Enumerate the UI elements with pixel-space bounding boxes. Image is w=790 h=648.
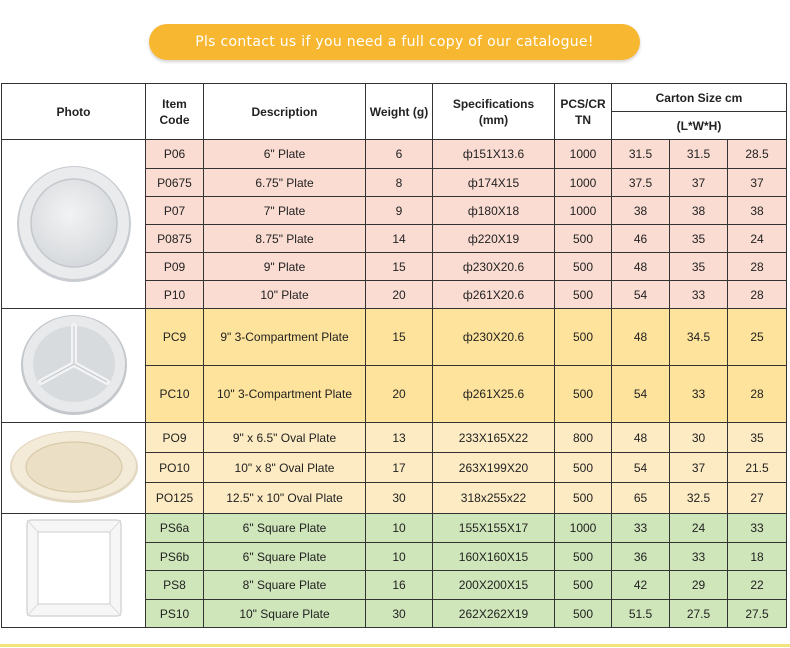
carton-length-cell: 42 xyxy=(612,571,670,600)
pcs-ctn-cell: 1000 xyxy=(555,140,612,169)
item-code-cell: P06 xyxy=(146,140,204,169)
carton-width-cell: 31.5 xyxy=(670,140,728,169)
specification-cell: ф230X20.6 xyxy=(433,253,555,281)
weight-cell: 20 xyxy=(366,281,433,309)
oval-plate-photo xyxy=(2,423,146,514)
description-cell: 6" Square Plate xyxy=(204,543,366,571)
carton-height-cell: 28 xyxy=(728,253,787,281)
carton-width-cell: 33 xyxy=(670,281,728,309)
pcs-ctn-cell: 500 xyxy=(555,543,612,571)
carton-width-cell: 37 xyxy=(670,169,728,197)
weight-cell: 30 xyxy=(366,483,433,514)
header-carton-dimensions: (L*W*H) xyxy=(612,112,787,140)
specification-cell: 155X155X17 xyxy=(433,514,555,543)
weight-cell: 15 xyxy=(366,309,433,366)
carton-width-cell: 33 xyxy=(670,543,728,571)
description-cell: 10" Plate xyxy=(204,281,366,309)
header-item-code: Item Code xyxy=(146,84,204,140)
item-code-cell: P10 xyxy=(146,281,204,309)
item-code-cell: PO10 xyxy=(146,453,204,483)
carton-length-cell: 48 xyxy=(612,309,670,366)
item-code-cell: P0675 xyxy=(146,169,204,197)
bottom-divider xyxy=(0,644,790,647)
pcs-ctn-cell: 500 xyxy=(555,253,612,281)
weight-cell: 20 xyxy=(366,366,433,423)
item-code-cell: PC10 xyxy=(146,366,204,423)
carton-height-cell: 25 xyxy=(728,309,787,366)
pcs-ctn-cell: 500 xyxy=(555,483,612,514)
carton-width-cell: 24 xyxy=(670,514,728,543)
carton-height-cell: 18 xyxy=(728,543,787,571)
item-code-cell: PS8 xyxy=(146,571,204,600)
carton-height-cell: 28.5 xyxy=(728,140,787,169)
pcs-ctn-cell: 1000 xyxy=(555,169,612,197)
specification-cell: ф261X25.6 xyxy=(433,366,555,423)
header-weight: Weight (g) xyxy=(366,84,433,140)
carton-height-cell: 35 xyxy=(728,423,787,453)
weight-cell: 8 xyxy=(366,169,433,197)
specification-cell: 160X160X15 xyxy=(433,543,555,571)
item-code-cell: PS10 xyxy=(146,600,204,628)
product-table xyxy=(1,83,787,628)
specification-cell: 318x255x22 xyxy=(433,483,555,514)
carton-height-cell: 28 xyxy=(728,281,787,309)
table-row xyxy=(2,514,787,543)
carton-height-cell: 38 xyxy=(728,197,787,225)
description-cell: 9" Plate xyxy=(204,253,366,281)
carton-width-cell: 35 xyxy=(670,225,728,253)
weight-cell: 10 xyxy=(366,514,433,543)
weight-cell: 10 xyxy=(366,543,433,571)
pcs-ctn-cell: 1000 xyxy=(555,197,612,225)
carton-length-cell: 33 xyxy=(612,514,670,543)
description-cell: 8" Square Plate xyxy=(204,571,366,600)
item-code-cell: P0875 xyxy=(146,225,204,253)
carton-height-cell: 21.5 xyxy=(728,453,787,483)
item-code-cell: P09 xyxy=(146,253,204,281)
description-cell: 12.5" x 10" Oval Plate xyxy=(204,483,366,514)
header-description: Description xyxy=(204,84,366,140)
carton-length-cell: 54 xyxy=(612,366,670,423)
pcs-ctn-cell: 500 xyxy=(555,453,612,483)
pcs-ctn-cell: 500 xyxy=(555,366,612,423)
item-code-cell: PO125 xyxy=(146,483,204,514)
carton-length-cell: 48 xyxy=(612,253,670,281)
description-cell: 6.75" Plate xyxy=(204,169,366,197)
weight-cell: 15 xyxy=(366,253,433,281)
carton-height-cell: 28 xyxy=(728,366,787,423)
round-plate-photo xyxy=(2,140,146,309)
carton-width-cell: 33 xyxy=(670,366,728,423)
weight-cell: 9 xyxy=(366,197,433,225)
pcs-ctn-cell: 500 xyxy=(555,225,612,253)
carton-width-cell: 27.5 xyxy=(670,600,728,628)
description-cell: 6" Plate xyxy=(204,140,366,169)
carton-width-cell: 38 xyxy=(670,197,728,225)
specification-cell: ф261X20.6 xyxy=(433,281,555,309)
carton-height-cell: 22 xyxy=(728,571,787,600)
carton-width-cell: 37 xyxy=(670,453,728,483)
square-plate-photo xyxy=(2,514,146,628)
specification-cell: ф180X18 xyxy=(433,197,555,225)
pcs-ctn-cell: 800 xyxy=(555,423,612,453)
carton-length-cell: 37.5 xyxy=(612,169,670,197)
catalogue-banner[interactable]: Pls contact us if you need a full copy of our catalogue! xyxy=(149,24,640,60)
carton-length-cell: 38 xyxy=(612,197,670,225)
carton-length-cell: 54 xyxy=(612,453,670,483)
item-code-cell: PO9 xyxy=(146,423,204,453)
carton-length-cell: 54 xyxy=(612,281,670,309)
specification-cell: ф174X15 xyxy=(433,169,555,197)
description-cell: 10" x 8" Oval Plate xyxy=(204,453,366,483)
carton-length-cell: 31.5 xyxy=(612,140,670,169)
table-row xyxy=(2,140,787,169)
specification-cell: ф230X20.6 xyxy=(433,309,555,366)
table-row xyxy=(2,423,787,453)
specification-cell: ф220X19 xyxy=(433,225,555,253)
description-cell: 8.75" Plate xyxy=(204,225,366,253)
carton-width-cell: 32.5 xyxy=(670,483,728,514)
compartment-plate-photo xyxy=(2,309,146,423)
description-cell: 9" x 6.5" Oval Plate xyxy=(204,423,366,453)
carton-length-cell: 48 xyxy=(612,423,670,453)
specification-cell: 233X165X22 xyxy=(433,423,555,453)
item-code-cell: PS6a xyxy=(146,514,204,543)
carton-length-cell: 36 xyxy=(612,543,670,571)
item-code-cell: P07 xyxy=(146,197,204,225)
carton-height-cell: 27.5 xyxy=(728,600,787,628)
specification-cell: 200X200X15 xyxy=(433,571,555,600)
carton-width-cell: 29 xyxy=(670,571,728,600)
weight-cell: 16 xyxy=(366,571,433,600)
weight-cell: 14 xyxy=(366,225,433,253)
header-photo: Photo xyxy=(2,84,146,140)
header-pcs-ctn: PCS/CR TN xyxy=(555,84,612,140)
carton-width-cell: 30 xyxy=(670,423,728,453)
carton-height-cell: 37 xyxy=(728,169,787,197)
pcs-ctn-cell: 1000 xyxy=(555,514,612,543)
specification-cell: 262X262X19 xyxy=(433,600,555,628)
description-cell: 9" 3-Compartment Plate xyxy=(204,309,366,366)
header-carton-size: Carton Size cm xyxy=(612,84,787,112)
carton-length-cell: 46 xyxy=(612,225,670,253)
table-row xyxy=(2,309,787,366)
pcs-ctn-cell: 500 xyxy=(555,600,612,628)
carton-height-cell: 33 xyxy=(728,514,787,543)
carton-width-cell: 34.5 xyxy=(670,309,728,366)
carton-width-cell: 35 xyxy=(670,253,728,281)
carton-length-cell: 51.5 xyxy=(612,600,670,628)
item-code-cell: PC9 xyxy=(146,309,204,366)
description-cell: 10" 3-Compartment Plate xyxy=(204,366,366,423)
carton-length-cell: 65 xyxy=(612,483,670,514)
description-cell: 6" Square Plate xyxy=(204,514,366,543)
carton-height-cell: 27 xyxy=(728,483,787,514)
weight-cell: 6 xyxy=(366,140,433,169)
carton-height-cell: 24 xyxy=(728,225,787,253)
pcs-ctn-cell: 500 xyxy=(555,309,612,366)
specification-cell: 263X199X20 xyxy=(433,453,555,483)
pcs-ctn-cell: 500 xyxy=(555,281,612,309)
description-cell: 10" Square Plate xyxy=(204,600,366,628)
pcs-ctn-cell: 500 xyxy=(555,571,612,600)
specification-cell: ф151X13.6 xyxy=(433,140,555,169)
description-cell: 7" Plate xyxy=(204,197,366,225)
weight-cell: 13 xyxy=(366,423,433,453)
item-code-cell: PS6b xyxy=(146,543,204,571)
weight-cell: 17 xyxy=(366,453,433,483)
header-specifications: Specifications (mm) xyxy=(433,84,555,140)
weight-cell: 30 xyxy=(366,600,433,628)
